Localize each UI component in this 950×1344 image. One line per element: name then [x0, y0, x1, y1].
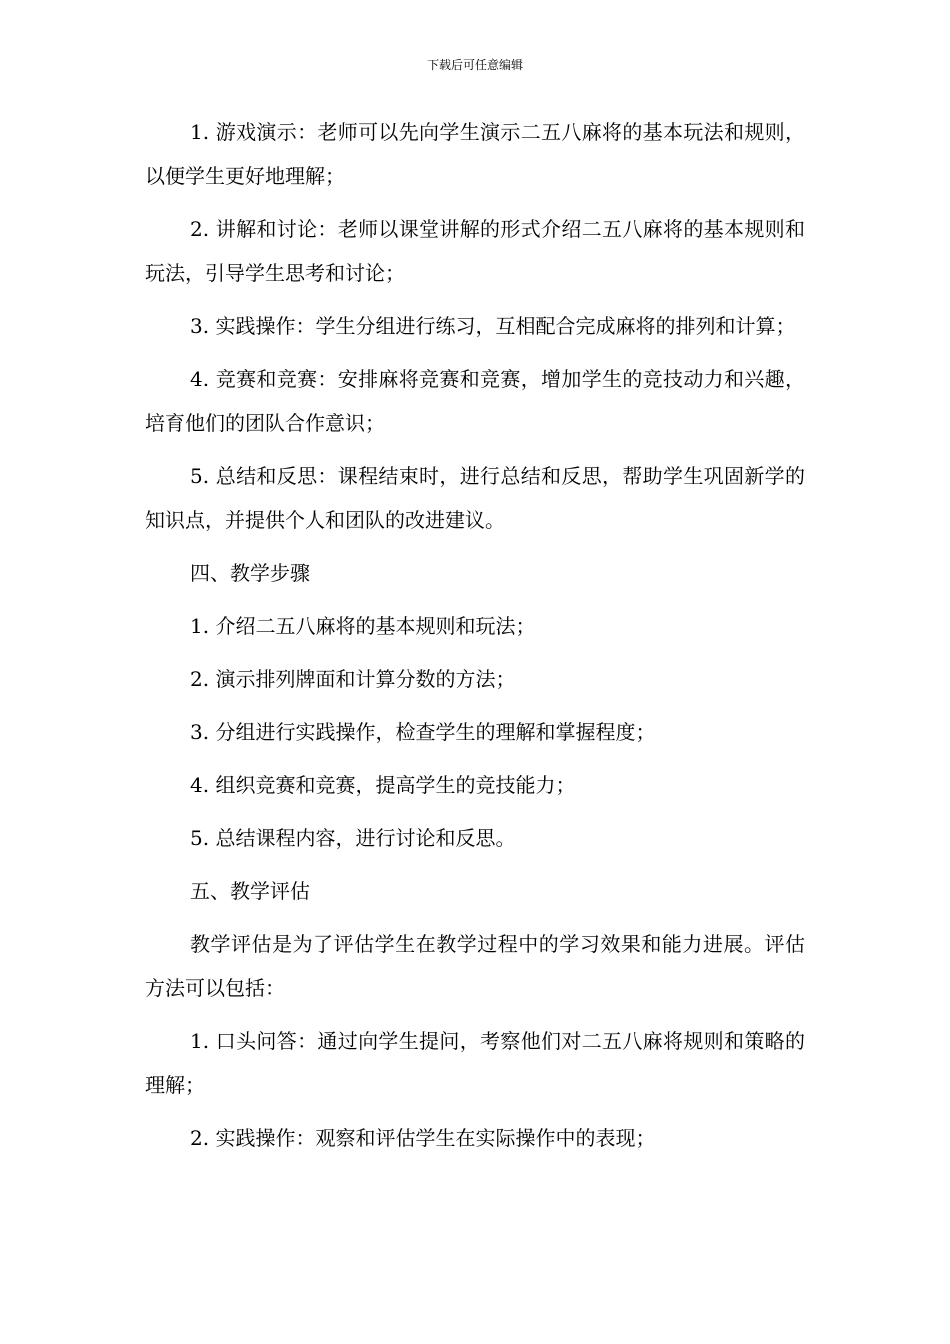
page-header: 下载后可任意编辑 — [426, 58, 523, 72]
section-heading-assessment: 五、教学评估 — [190, 879, 310, 903]
document-body — [145, 110, 805, 1169]
paragraph-assessment-intro: 教学评估是为了评估学生在教学过程中的学习效果和能力进展。评估方法可以包括： — [145, 932, 805, 1000]
step-item: 4. 组织竞赛和竞赛，提高学生的竞技能力； — [190, 773, 576, 797]
step-item: 3. 分组进行实践操作，检查学生的理解和掌握程度； — [190, 720, 656, 744]
paragraph-explain-discuss: 2. 讲解和讨论：老师以课堂讲解的形式介绍二五八麻将的基本规则和玩法，引导学生思考和讨论； — [145, 217, 805, 285]
paragraph-competition: 4. 竞赛和竞赛：安排麻将竞赛和竞赛，增加学生的竞技动力和兴趣，培育他们的团队合作意识； — [145, 367, 805, 435]
assessment-item: 2. 实践操作：观察和评估学生在实际操作中的表现； — [190, 1126, 656, 1150]
assessment-item: 1. 口头问答：通过向学生提问，考察他们对二五八麻将规则和策略的理解； — [145, 1029, 805, 1097]
step-item: 5. 总结课程内容，进行讨论和反思。 — [190, 826, 516, 850]
section-heading-steps: 四、教学步骤 — [190, 561, 310, 585]
paragraph-practice: 3. 实践操作：学生分组进行练习，互相配合完成麻将的排列和计算； — [190, 314, 796, 338]
step-item: 1. 介绍二五八麻将的基本规则和玩法； — [190, 614, 536, 638]
paragraph-game-demo: 1. 游戏演示：老师可以先向学生演示二五八麻将的基本玩法和规则，以便学生更好地理解； — [145, 120, 805, 188]
step-item: 2. 演示排列牌面和计算分数的方法； — [190, 667, 516, 691]
paragraph-summary: 5. 总结和反思：课程结束时，进行总结和反思，帮助学生巩固新学的知识点，并提供个人和团队的改进建议。 — [145, 464, 805, 532]
